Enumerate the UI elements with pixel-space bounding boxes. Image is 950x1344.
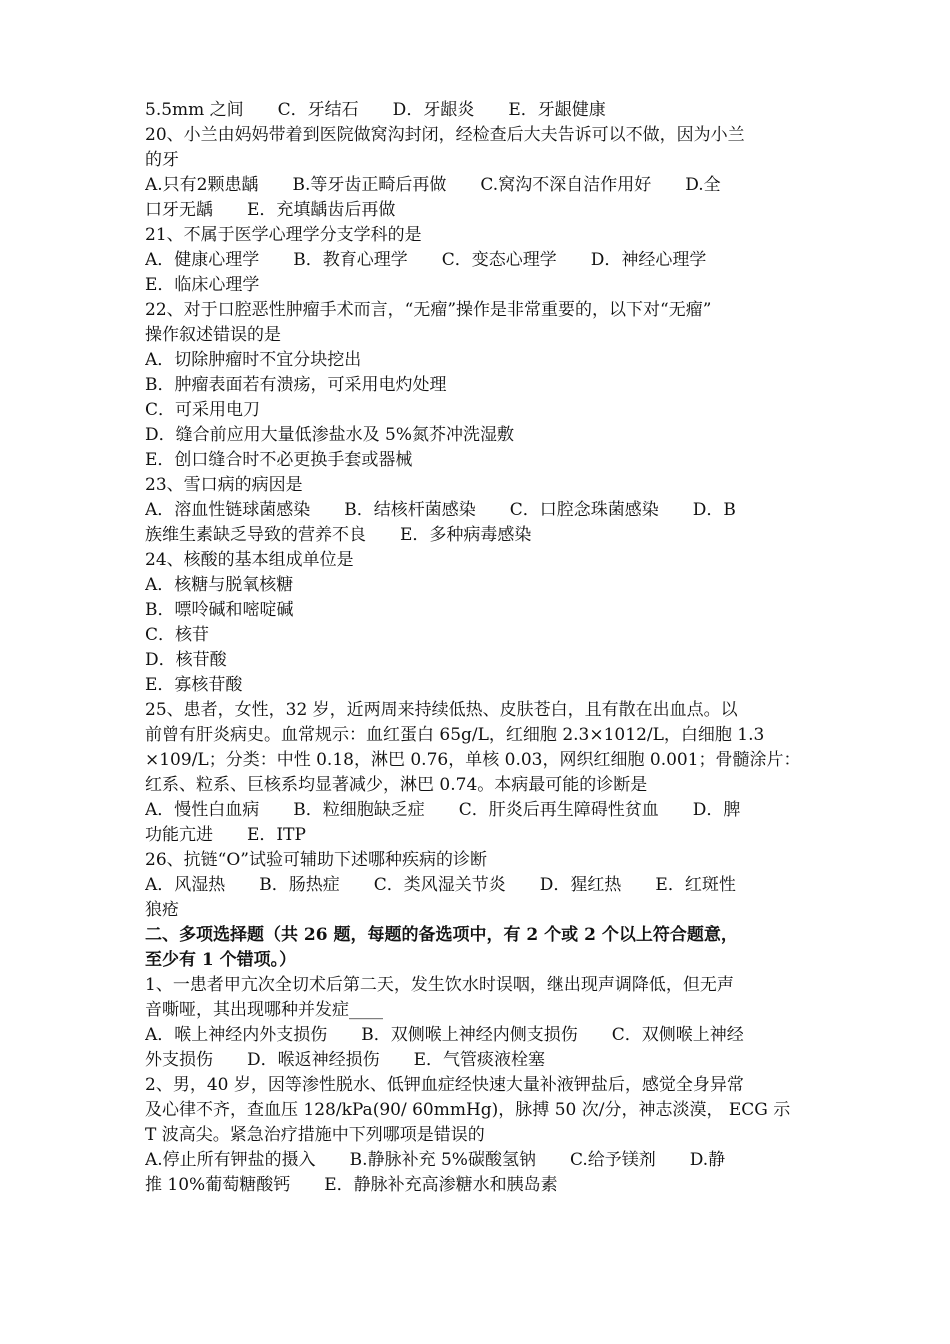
text-line: 前曾有肝炎病史。血常规示：血红蛋白 65g/L，红细胞 2.3×1012/L，白细胞 1.3: [145, 725, 765, 745]
option-line: D．核苷酸: [145, 650, 227, 670]
option-line: B．肿瘤表面若有溃疡，可采用电灼处理: [145, 375, 447, 395]
option-line: A．切除肿瘤时不宜分块挖出: [145, 350, 362, 370]
text-line: 功能亢进 E．ITP: [145, 825, 306, 845]
document-page: [145, 98, 807, 1198]
question-25-options: A．慢性白血病 B．粒细胞缺乏症 C．肝炎后再生障碍性贫血 D．脾: [145, 800, 741, 820]
question-26-stem: 26、抗链“O”试验可辅助下述哪种疾病的诊断: [145, 850, 487, 870]
text-line: E．临床心理学: [145, 275, 260, 295]
question-22-stem: 22、对于口腔恶性肿瘤手术而言，“无瘤”操作是非常重要的，以下对“无瘤”: [145, 300, 712, 320]
question-26-options: A．风湿热 B．肠热症 C．类风湿关节炎 D．猩红热 E．红斑性: [145, 875, 736, 895]
question-20-stem: 20、小兰由妈妈带着到医院做窝沟封闭，经检查后大夫告诉可以不做，因为小兰: [145, 125, 745, 145]
text-line: 音嘶哑，其出现哪种并发症____: [145, 1000, 383, 1020]
text-line: 及心律不齐，查血压 128/kPa(90/ 60mmHg)，脉搏 50 次/分，神志淡漠， ECG 示: [145, 1100, 791, 1120]
text-line: 5.5mm 之间 C．牙结石 D．牙龈炎 E．牙龈健康: [145, 100, 606, 120]
option-line: E．创口缝合时不必更换手套或器械: [145, 450, 413, 470]
text-line: 的牙: [145, 150, 179, 170]
question-24-stem: 24、核酸的基本组成单位是: [145, 550, 354, 570]
multi-question-2-stem: 2、男，40 岁，因等渗性脱水、低钾血症经快速大量补液钾盐后，感觉全身异常: [145, 1075, 744, 1095]
section-heading: 至少有 1 个错项。）: [145, 950, 297, 970]
option-line: B．嘌呤碱和嘧啶碱: [145, 600, 294, 620]
question-23-options: A．溶血性链球菌感染 B．结核杆菌感染 C．口腔念珠菌感染 D．B: [145, 500, 736, 520]
question-25-stem: 25、患者，女性，32 岁，近两周来持续低热、皮肤苍白，且有散在出血点。以: [145, 700, 738, 720]
section-heading: 二、多项选择题（共 26 题，每题的备选项中，有 2 个或 2 个以上符合题意，: [145, 925, 738, 945]
text-line: 红系、粒系、巨核系均显著减少，淋巴 0.74。本病最可能的诊断是: [145, 775, 648, 795]
question-23-stem: 23、雪口病的病因是: [145, 475, 303, 495]
multi-question-1-options: A．喉上神经内外支损伤 B．双侧喉上神经内侧支损伤 C．双侧喉上神经: [145, 1025, 744, 1045]
text-line: ×109/L；分类：中性 0.18，淋巴 0.76，单核 0.03，网织红细胞 0.001；骨髓涂片：: [145, 750, 801, 770]
text-line: 口牙无龋 E．充填龋齿后再做: [145, 200, 396, 220]
text-line: 族维生素缺乏导致的营养不良 E．多种病毒感染: [145, 525, 532, 545]
option-line: C．核苷: [145, 625, 210, 645]
multi-question-2-options: A.停止所有钾盐的摄入 B.静脉补充 5%碳酸氢钠 C.给予镁剂 D.静: [145, 1150, 726, 1170]
question-20-options: A.只有2颗患龋 B.等牙齿正畸后再做 C.窝沟不深自洁作用好 D.全: [145, 175, 721, 195]
option-line: D．缝合前应用大量低渗盐水及 5%氮芥冲洗湿敷: [145, 425, 515, 445]
text-line: 推 10%葡萄糖酸钙 E．静脉补充高渗糖水和胰岛素: [145, 1175, 558, 1195]
option-line: E．寡核苷酸: [145, 675, 243, 695]
text-line: 操作叙述错误的是: [145, 325, 281, 345]
question-21-options: A．健康心理学 B．教育心理学 C．变态心理学 D．神经心理学: [145, 250, 707, 270]
option-line: A．核糖与脱氧核糖: [145, 575, 294, 595]
question-21-stem: 21、不属于医学心理学分支学科的是: [145, 225, 422, 245]
text-line: 外支损伤 D．喉返神经损伤 E．气管痰液栓塞: [145, 1050, 546, 1070]
text-line: T 波高尖。紧急治疗措施中下列哪项是错误的: [145, 1125, 485, 1145]
option-line: C．可采用电刀: [145, 400, 261, 420]
multi-question-1-stem: 1、一患者甲亢次全切术后第二天，发生饮水时误咽，继出现声调降低，但无声: [145, 975, 734, 995]
text-line: 狼疮: [145, 900, 179, 920]
